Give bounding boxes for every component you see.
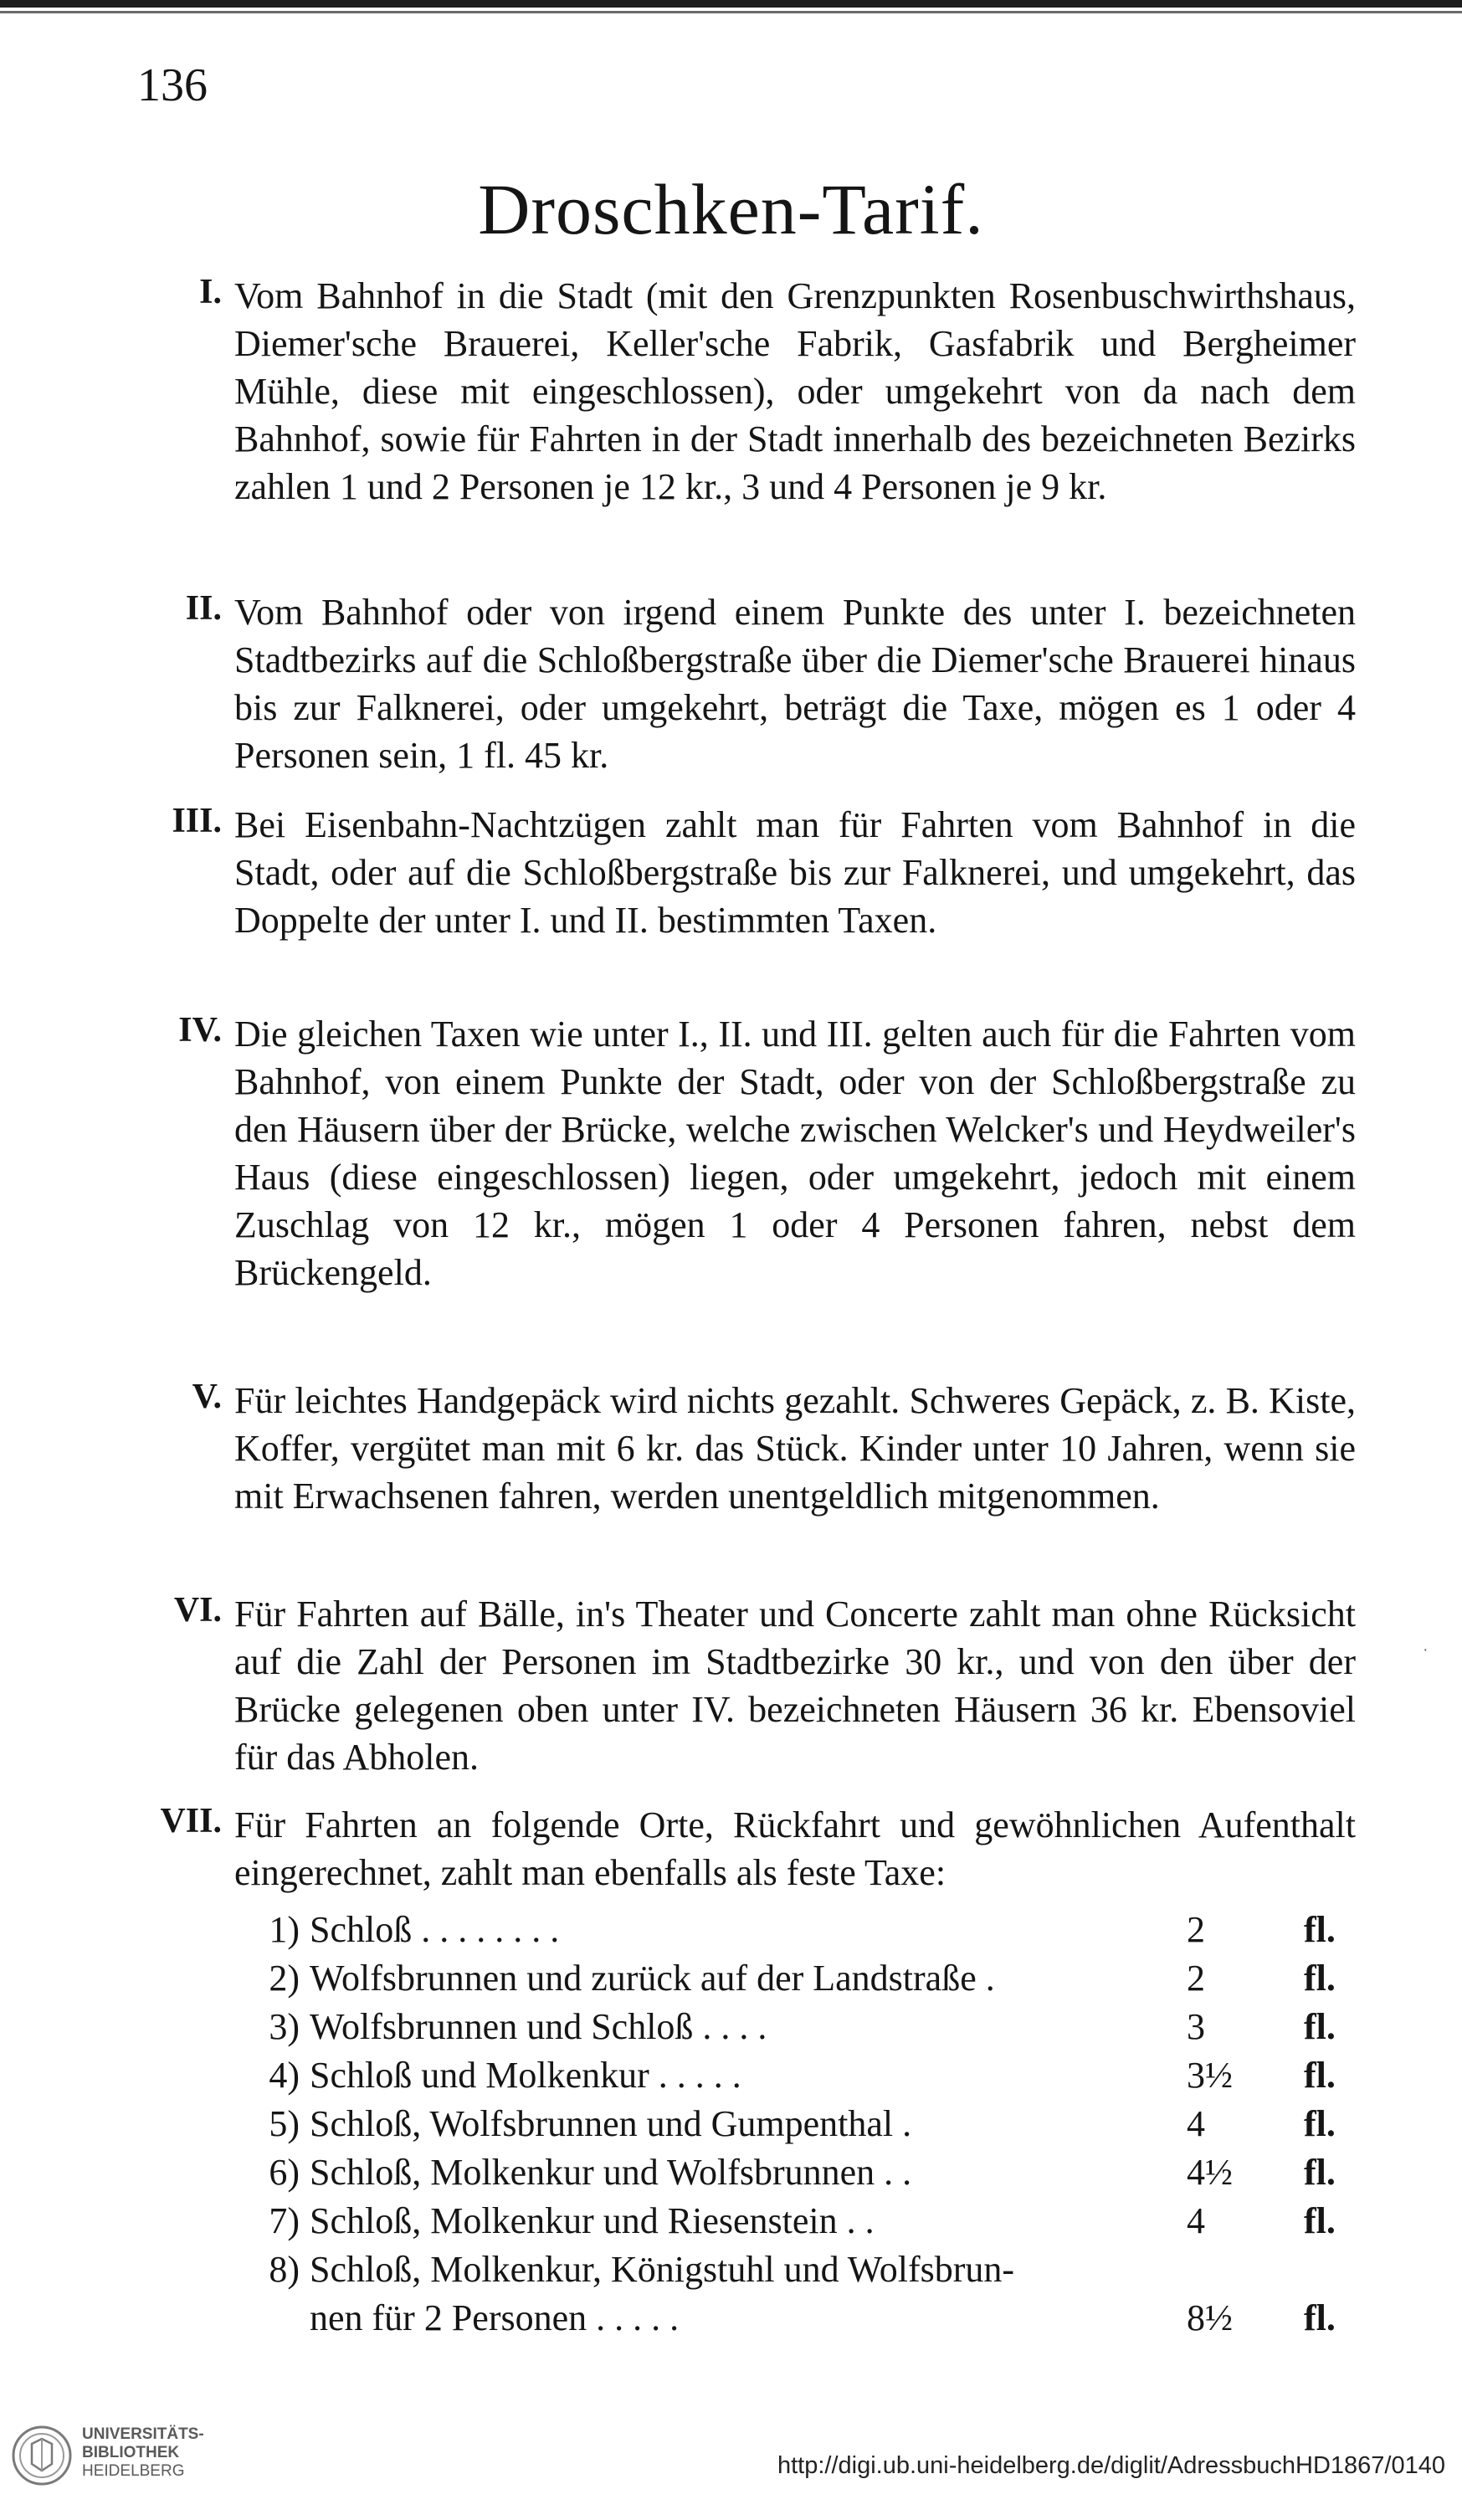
fare-number: 4) — [269, 2055, 300, 2096]
fare-row — [233, 2199, 1354, 2247]
fare-destination: Schloß, Molkenkur, Königstuhl und Wolfsbrun- — [310, 2249, 1015, 2290]
section-numeral: II. — [185, 589, 222, 628]
section-text: Für Fahrten an folgende Orte, Rückfahrt und gewöhnlichen Aufenthalt eingerechnet, zahlt man ebenfalls als feste Taxe: — [234, 1804, 1356, 1893]
section-text: Für leichtes Handgepäck wird nichts gezahlt. Schweres Gepäck, z. B. Kiste, Koffer, vergütet man mit 6 kr. das Stück. Kinder unter 10 Jahren, wenn sie mit Erwachsenen fahren, werden unentgeldlich mitgenommen. — [234, 1380, 1356, 1517]
fare-price: 2 — [1187, 1909, 1205, 1950]
section-text: Die gleichen Taxen wie unter I., II. und III. gelten auch für die Fahrten vom Bahnhof, von einem Punkte der Stadt, oder von der Schloßbergstraße zu den Häusern über der Brücke, welche zwischen Welcker's und Heydweiler's Haus (diese eingeschlossen) liegen, oder umgekehrt, jedoch mit einem Zuschlag von 12 kr., mögen 1 oder 4 Personen fahren, nebst dem Brückengeld. — [234, 1014, 1356, 1293]
top-border-thin — [0, 11, 1462, 13]
fare-unit: fl. — [1304, 2006, 1336, 2047]
fare-row — [233, 2054, 1354, 2102]
fare-destination: Schloß und Molkenkur . . . . . — [310, 2055, 741, 2096]
fare-number: 5) — [269, 2103, 300, 2144]
library-name — [82, 2425, 204, 2481]
fare-price: 3½ — [1187, 2055, 1233, 2096]
fare-unit: fl. — [1304, 2055, 1336, 2096]
fare-row — [233, 1908, 1354, 1956]
page-number: 136 — [137, 59, 208, 111]
fare-price: 4 — [1187, 2200, 1205, 2241]
section-numeral: VII. — [160, 1802, 222, 1840]
section-numeral: IV. — [178, 1011, 222, 1050]
section-text: Vom Bahnhof in die Stadt (mit den Grenzpunkten Rosenbuschwirthshaus, Diemer'sche Brauerei, Keller'sche Fabrik, Gasfabrik und Bergheimer Mühle, diese mit eingeschlossen), oder umgekehrt von da nach dem Bahnhof, sowie für Fahrten in der Stadt innerhalb des bezeichneten Bezirks zahlen 1 und 2 Personen je 12 kr., 3 und 4 Personen je 9 kr. — [234, 275, 1356, 507]
fare-price: 4 — [1187, 2103, 1205, 2144]
fare-destination: nen für 2 Personen . . . . . — [310, 2297, 680, 2338]
fare-number: 6) — [269, 2152, 300, 2193]
fare-row — [233, 2248, 1354, 2296]
fare-destination: Schloß, Molkenkur und Riesenstein . . — [310, 2200, 875, 2241]
fare-price: 4½ — [1187, 2152, 1233, 2193]
fare-row — [233, 2151, 1354, 2199]
logo-line: UNIVERSITÄTS- — [82, 2425, 204, 2443]
fare-number: 8) — [269, 2249, 300, 2290]
logo-line: HEIDELBERG — [82, 2462, 185, 2480]
fare-row — [233, 2102, 1354, 2150]
library-seal-icon — [8, 2422, 75, 2489]
section-text: Für Fahrten auf Bälle, in's Theater und Concerte zahlt man ohne Rücksicht auf die Zahl der Personen im Stadtbezirke 30 kr., und von den über der Brücke gelegenen oben unter IV. bezeichneten Häusern 36 kr. Ebensoviel für das Abholen. — [234, 1594, 1356, 1778]
section-numeral: III. — [172, 802, 222, 840]
fare-unit: fl. — [1304, 2297, 1336, 2338]
fare-number: 7) — [269, 2200, 300, 2241]
fare-destination: Schloß, Molkenkur und Wolfsbrunnen . . — [310, 2152, 912, 2193]
fare-destination: Wolfsbrunnen und zurück auf der Landstraße . — [310, 1958, 995, 1999]
logo-line: BIBLIOTHEK — [82, 2444, 180, 2461]
fare-unit: fl. — [1304, 1909, 1336, 1950]
library-logo — [8, 2419, 343, 2494]
fare-number: 2) — [269, 1958, 300, 1999]
fare-row — [233, 2297, 1354, 2344]
section-text: Bei Eisenbahn-Nachtzügen zahlt man für Fahrten vom Bahnhof in die Stadt, oder auf die Schloßbergstraße bis zur Falknerei, und umgekehrt, das Doppelte der unter I. und II. bestimmten Taxen. — [234, 804, 1356, 941]
fare-destination: Schloß, Wolfsbrunnen und Gumpenthal . — [310, 2103, 912, 2144]
source-url-link[interactable]: http://digi.ub.uni-heidelberg.de/diglit/AdressbuchHD1867/0140 — [777, 2452, 1445, 2479]
fare-destination: Wolfsbrunnen und Schloß . . . . — [310, 2006, 767, 2047]
section-numeral: I. — [199, 273, 222, 311]
scan-speck: · — [1423, 1640, 1429, 1659]
fare-unit: fl. — [1304, 2103, 1336, 2144]
top-border — [0, 0, 1462, 8]
fare-price: 8½ — [1187, 2297, 1233, 2338]
fare-price: 2 — [1187, 1958, 1205, 1999]
fare-row — [233, 1957, 1354, 2004]
fare-number: 1) — [269, 1909, 300, 1950]
fare-number: 3) — [269, 2006, 300, 2047]
page-title: Droschken-Tarif. — [478, 169, 984, 249]
section-numeral: V. — [192, 1378, 222, 1416]
section-text: Vom Bahnhof oder von irgend einem Punkte des unter I. bezeichneten Stadtbezirks auf die Schloßbergstraße über die Diemer'sche Brauerei hinaus bis zur Falknerei, oder umgekehrt, beträgt die Taxe, mögen es 1 oder 4 Personen sein, 1 fl. 45 kr. — [234, 592, 1356, 776]
fare-price: 3 — [1187, 2006, 1205, 2047]
fare-destination: Schloß . . . . . . . . — [310, 1909, 560, 1950]
section-numeral: VI. — [173, 1591, 222, 1630]
fare-row — [233, 2005, 1354, 2053]
fare-unit: fl. — [1304, 2152, 1336, 2193]
fare-unit: fl. — [1304, 2200, 1336, 2241]
fare-unit: fl. — [1304, 1958, 1336, 1999]
